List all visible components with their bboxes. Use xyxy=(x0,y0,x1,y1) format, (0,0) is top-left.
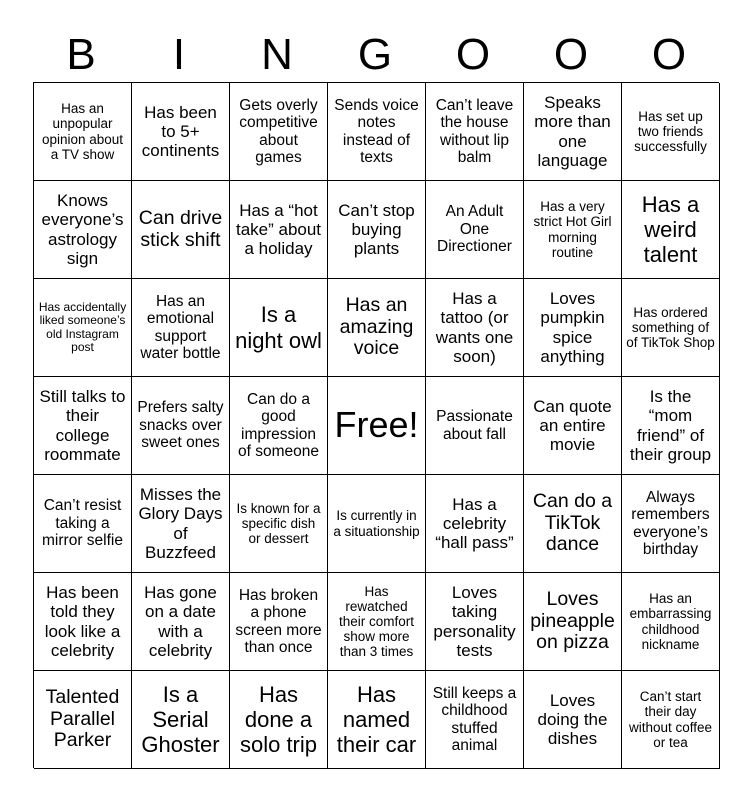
bingo-cell[interactable] xyxy=(230,671,328,769)
bingo-cell[interactable] xyxy=(34,475,132,573)
bingo-cell[interactable] xyxy=(132,377,230,475)
bingo-cell-text: Has been told they look like a celebrity xyxy=(44,583,121,660)
bingo-cell[interactable] xyxy=(132,573,230,671)
bingo-cell[interactable] xyxy=(426,573,524,671)
bingo-cell[interactable] xyxy=(426,475,524,573)
bingo-cell[interactable] xyxy=(524,671,622,769)
bingo-cell-text: Has ordered something of of TikTok Shop xyxy=(626,304,715,351)
bingo-cell-text: Is known for a specific dish or dessert xyxy=(236,500,321,547)
bingo-cell[interactable] xyxy=(622,671,720,769)
bingo-cell[interactable] xyxy=(524,83,622,181)
bingo-cell-text: Can’t leave the house without lip balm xyxy=(435,96,514,166)
bingo-cell-text: Has a “hot take” about a holiday xyxy=(235,200,322,259)
bingo-cell-text: Gets overly competitive about games xyxy=(239,96,318,166)
bingo-cell-text: Has named their car xyxy=(336,681,417,758)
bingo-cell-text: Loves taking personality tests xyxy=(433,583,516,660)
bingo-cell[interactable] xyxy=(524,377,622,475)
header-letter: O xyxy=(553,30,591,79)
bingo-cell-text: Has broken a phone screen more than once xyxy=(235,586,322,656)
bingo-cell[interactable] xyxy=(230,279,328,377)
bingo-cell-text: Misses the Glory Days of Buzzfeed xyxy=(138,485,223,562)
bingo-cell-text: Passionate about fall xyxy=(436,408,513,443)
header-letter: G xyxy=(357,30,395,79)
bingo-cell[interactable] xyxy=(524,181,622,279)
bingo-cell-text: Speaks more than one language xyxy=(534,93,611,170)
bingo-cell-text: Is the “mom friend” of their group xyxy=(629,387,712,464)
bingo-cell-text: Can’t stop buying plants xyxy=(338,200,415,259)
bingo-cell[interactable] xyxy=(328,671,426,769)
bingo-cell[interactable] xyxy=(426,181,524,279)
bingo-cell-text: Has a tattoo (or wants one soon) xyxy=(435,289,514,366)
bingo-cell[interactable] xyxy=(230,475,328,573)
bingo-cell-text: Has an embarrassing childhood nickname xyxy=(629,591,712,652)
bingo-cell[interactable] xyxy=(132,83,230,181)
free-space-cell[interactable] xyxy=(328,377,426,475)
bingo-cell-text: Has an unpopular opinion about a TV show xyxy=(41,101,124,162)
bingo-cell-text: Can quote an entire movie xyxy=(533,396,612,455)
bingo-cell-text: Free! xyxy=(334,404,419,446)
bingo-cell-text: Is a Serial Ghoster xyxy=(141,681,220,758)
bingo-header xyxy=(33,28,719,82)
bingo-cell[interactable] xyxy=(622,377,720,475)
bingo-cell-text: Can’t resist taking a mirror selfie xyxy=(42,497,123,550)
bingo-cell-text: Can do a good impression of someone xyxy=(238,390,319,460)
bingo-cell-text: Has rewatched their comfort show more than 3 times xyxy=(338,583,415,660)
bingo-cell-text: Still talks to their college roommate xyxy=(39,387,126,464)
bingo-cell[interactable] xyxy=(132,475,230,573)
bingo-cell-text: Is a night owl xyxy=(235,302,322,353)
bingo-cell[interactable] xyxy=(230,573,328,671)
bingo-cell[interactable] xyxy=(328,475,426,573)
bingo-cell-text: Talented Parallel Parker xyxy=(45,685,120,752)
bingo-cell[interactable] xyxy=(328,573,426,671)
bingo-cell-text: Has been to 5+ continents xyxy=(141,102,220,161)
bingo-cell-text: Has accidentally liked someone’s old Instagram post xyxy=(38,299,127,354)
bingo-cell-text: Knows everyone’s astrology sign xyxy=(41,191,124,268)
bingo-cell-text: Prefers salty snacks over sweet ones xyxy=(137,399,224,452)
bingo-cell-text: Loves pineapple on pizza xyxy=(530,587,615,654)
header-letter: N xyxy=(261,30,295,79)
bingo-cell[interactable] xyxy=(622,475,720,573)
bingo-cell[interactable] xyxy=(622,181,720,279)
bingo-cell[interactable] xyxy=(426,83,524,181)
bingo-cell-text: Sends voice notes instead of texts xyxy=(334,96,419,166)
bingo-cell[interactable] xyxy=(622,279,720,377)
bingo-cell[interactable] xyxy=(328,83,426,181)
header-letter: B xyxy=(66,30,98,79)
bingo-cell[interactable] xyxy=(426,279,524,377)
bingo-cell[interactable] xyxy=(426,377,524,475)
bingo-cell[interactable] xyxy=(328,279,426,377)
bingo-cell[interactable] xyxy=(524,573,622,671)
bingo-cell[interactable] xyxy=(34,377,132,475)
bingo-cell[interactable] xyxy=(34,181,132,279)
bingo-cell-text: Has gone on a date with a celebrity xyxy=(144,583,217,660)
bingo-cell-text: Can do a TikTok dance xyxy=(532,489,613,556)
bingo-cell-text: Has a weird talent xyxy=(641,191,700,268)
bingo-cell-text: Loves pumpkin spice anything xyxy=(540,289,605,366)
bingo-cell[interactable] xyxy=(132,671,230,769)
bingo-cell-text: Can’t start their day without coffee or tea xyxy=(628,689,713,750)
bingo-cell[interactable] xyxy=(524,475,622,573)
bingo-cell-text: Has set up two friends successfully xyxy=(634,108,707,155)
bingo-cell-text: Always remembers everyone’s birthday xyxy=(631,488,710,558)
bingo-cell[interactable] xyxy=(34,671,132,769)
bingo-cell[interactable] xyxy=(132,181,230,279)
bingo-cell[interactable] xyxy=(426,671,524,769)
bingo-cell[interactable] xyxy=(328,181,426,279)
bingo-grid xyxy=(33,82,719,768)
bingo-cell-text: Is currently in a situationship xyxy=(333,508,420,539)
bingo-cell-text: Still keeps a childhood stuffed animal xyxy=(432,684,517,754)
bingo-cell[interactable] xyxy=(230,377,328,475)
bingo-cell-text: Has an amazing voice xyxy=(339,293,414,360)
bingo-cell-text: Has an emotional support water bottle xyxy=(140,292,221,362)
bingo-cell[interactable] xyxy=(34,83,132,181)
bingo-cell-text: Can drive stick shift xyxy=(138,206,223,251)
bingo-cell[interactable] xyxy=(524,279,622,377)
bingo-cell-text: An Adult One Directioner xyxy=(437,203,512,256)
bingo-cell-text: Has done a solo trip xyxy=(239,681,318,758)
header-letter: O xyxy=(651,30,689,79)
bingo-cell[interactable] xyxy=(132,279,230,377)
bingo-cell-text: Loves doing the dishes xyxy=(537,690,608,749)
bingo-cell-text: Has a celebrity “hall pass” xyxy=(435,494,514,553)
bingo-cell[interactable] xyxy=(34,279,132,377)
bingo-cell-text: Has a very strict Hot Girl morning routine xyxy=(533,199,612,260)
bingo-cell[interactable] xyxy=(622,573,720,671)
header-letter: I xyxy=(172,30,188,79)
bingo-cell[interactable] xyxy=(622,83,720,181)
bingo-cell[interactable] xyxy=(230,83,328,181)
bingo-cell[interactable] xyxy=(34,573,132,671)
header-letter: O xyxy=(455,30,493,79)
bingo-cell[interactable] xyxy=(230,181,328,279)
